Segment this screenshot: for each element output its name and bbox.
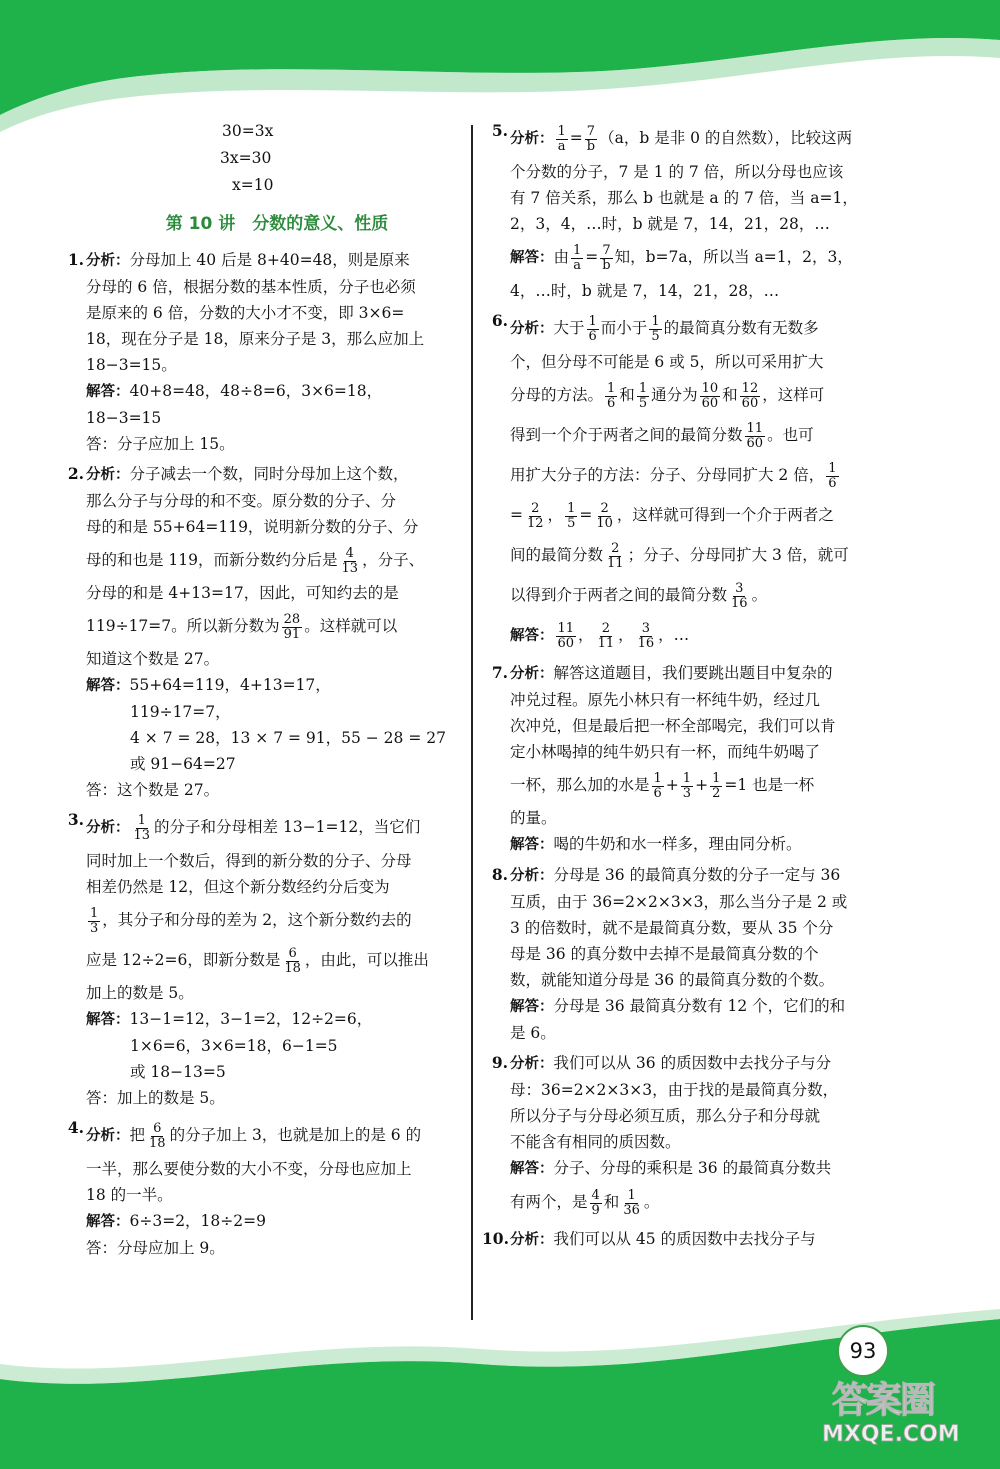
answer-text: 。 bbox=[643, 1193, 660, 1211]
problem-1 bbox=[58, 247, 466, 457]
analysis-text: 一杯，那么加的水是 bbox=[510, 776, 650, 794]
problem-4 bbox=[58, 1115, 466, 1261]
fraction: $\frac{1}{a}$ bbox=[573, 242, 582, 273]
analysis-text: 冲兑过程。原先小林只有一杯纯牛奶，经过几 bbox=[510, 691, 821, 709]
analysis-text: 用扩大分子的方法：分子、分母同扩大 2 倍， bbox=[510, 466, 825, 484]
watermark-logo bbox=[822, 1372, 992, 1462]
analysis-text: 分母的和是 4+13=17，因此，可知约去的是 bbox=[86, 584, 399, 602]
fraction: $\frac{7}{b}$ bbox=[586, 123, 596, 154]
plus-sign: + bbox=[665, 776, 679, 794]
answer-text: 由 bbox=[553, 248, 570, 266]
problem-number: 7. bbox=[491, 663, 508, 682]
analysis-label: 分析： bbox=[510, 1232, 554, 1248]
separator: ，… bbox=[658, 626, 690, 644]
separator: ， bbox=[618, 626, 634, 644]
analysis-text: 个分数的分子，7 是 1 的 7 倍，所以分母也应该 bbox=[510, 163, 844, 181]
final-answer: 答：分子应加上 15。 bbox=[86, 435, 235, 453]
problem-number: 8. bbox=[491, 865, 508, 884]
fraction: $\frac{10}{60}$ bbox=[701, 380, 719, 411]
final-answer: 答：加上的数是 5。 bbox=[86, 1089, 225, 1107]
fraction: $\frac{4}{9}$ bbox=[591, 1187, 600, 1218]
equation-line: 3x=30 bbox=[220, 149, 272, 167]
analysis-text: 。也可 bbox=[767, 426, 814, 444]
analysis-text: 把 bbox=[129, 1126, 146, 1144]
analysis-text: 18，现在分子是 18，原来分子是 3，那么应加上 bbox=[86, 330, 425, 348]
analysis-text: 应是 12÷2=6，即新分数是 bbox=[86, 951, 281, 969]
final-answer: 答：分母应加上 9。 bbox=[86, 1239, 225, 1257]
plus-sign: + bbox=[695, 776, 709, 794]
analysis-text: 18−3=15。 bbox=[86, 356, 177, 374]
analysis-text: 个，但分母不可能是 6 或 5，所以可采用扩大 bbox=[510, 353, 824, 371]
answer-text: 和 bbox=[603, 1193, 620, 1211]
fraction: $\frac{11}{60}$ bbox=[557, 620, 575, 651]
analysis-text: 是原来的 6 倍，分数的大小才不变，即 3×6= bbox=[86, 304, 405, 322]
watermark-text: 答案圈 bbox=[832, 1380, 935, 1421]
analysis-text: 以得到介于两者之间的最简分数 bbox=[510, 586, 728, 604]
fraction: $\frac{1}{36}$ bbox=[623, 1187, 640, 1218]
analysis-text: （a，b 是非 0 的自然数），比较这两 bbox=[599, 129, 853, 147]
answer-label: 解答： bbox=[86, 1012, 130, 1028]
problem-number: 10. bbox=[482, 1229, 509, 1248]
answer-text: 或 18−13=5 bbox=[130, 1063, 226, 1081]
answer-text: 1×6=6，3×6=18，6−1=5 bbox=[130, 1037, 338, 1055]
analysis-text: 母是 36 的真分数中去掉不是最简真分数的个 bbox=[510, 945, 819, 963]
problem-number: 3. bbox=[67, 810, 84, 829]
analysis-text: 119÷17=7。所以新分数为 bbox=[86, 617, 280, 635]
analysis-text: 数，就能知道分母是 36 的最简真分数的个数。 bbox=[510, 971, 835, 989]
problem-number: 9. bbox=[491, 1053, 508, 1072]
analysis-text: 相差仍然是 12，但这个新分数经约分后变为 bbox=[86, 878, 390, 896]
analysis-text: 间的最简分数 bbox=[510, 546, 604, 564]
analysis-text: ，这样就可得到一个介于两者之 bbox=[616, 506, 834, 524]
analysis-text: 互质，由于 36=2×2×3×3，那么当分子是 2 或 bbox=[510, 893, 848, 911]
fraction: $\frac{2}{12}$ bbox=[527, 500, 544, 531]
analysis-label: 分析： bbox=[510, 1056, 554, 1072]
analysis-text: 加上的数是 5。 bbox=[86, 984, 194, 1002]
analysis-text: 分母的 6 倍，根据分数的基本性质，分子也必须 bbox=[86, 278, 416, 296]
fraction: $\frac{28}{91}$ bbox=[283, 611, 301, 642]
analysis-text: 。 bbox=[751, 586, 768, 604]
analysis-text: ；分子、分母同扩大 3 倍，就可 bbox=[627, 546, 849, 564]
answer-text: 55+64=119，4+13=17， bbox=[129, 676, 331, 694]
answer-label: 解答： bbox=[510, 837, 554, 853]
answer-text: 13−1=12，3−1=2，12÷2=6， bbox=[129, 1010, 373, 1028]
fraction: $\frac{7}{b}$ bbox=[602, 242, 611, 273]
problem-9 bbox=[482, 1050, 880, 1222]
analysis-text: 母的和也是 119，而新分数约分后是 bbox=[86, 551, 338, 569]
analysis-text: 。这样就可以 bbox=[304, 617, 398, 635]
analysis-text: ，这样可 bbox=[762, 386, 825, 404]
analysis-label: 分析： bbox=[86, 1128, 130, 1144]
analysis-text: 的最简真分数有无数多 bbox=[663, 319, 819, 337]
final-answer: 答：这个数是 27。 bbox=[86, 781, 220, 799]
problem-number: 4. bbox=[67, 1118, 84, 1137]
analysis-text: ，其分子和分母的差为 2，这个新分数约去的 bbox=[102, 911, 412, 929]
fraction: $\frac{3}{16}$ bbox=[731, 580, 748, 611]
analysis-text: 的分子和分母相差 13−1=12，当它们 bbox=[154, 818, 421, 836]
answer-label: 解答： bbox=[510, 1161, 554, 1177]
equals-sign: = bbox=[569, 129, 583, 147]
fraction: $\frac{1}{5}$ bbox=[651, 313, 660, 344]
answer-label: 解答： bbox=[86, 384, 130, 400]
fraction: $\frac{1}{2}$ bbox=[712, 770, 721, 801]
analysis-text: 得到一个介于两者之间的最简分数 bbox=[510, 426, 743, 444]
fraction: $\frac{4}{13}$ bbox=[341, 545, 359, 576]
analysis-text: 我们可以从 45 的质因数中去找分子与 bbox=[553, 1230, 816, 1248]
fraction: $\frac{1}{5}$ bbox=[567, 500, 576, 531]
answer-label: 解答： bbox=[510, 250, 554, 266]
answer-label: 解答： bbox=[86, 1214, 130, 1230]
analysis-label: 分析： bbox=[510, 666, 554, 682]
fraction: $\frac{2}{10}$ bbox=[596, 500, 613, 531]
problem-6 bbox=[482, 308, 880, 656]
analysis-text: 的量。 bbox=[510, 809, 557, 827]
fraction: $\frac{1}{a}$ bbox=[557, 123, 566, 154]
equation-line: x=10 bbox=[232, 176, 274, 194]
problem-10 bbox=[482, 1226, 880, 1253]
equation-line: 30=3x bbox=[222, 122, 274, 140]
analysis-text: 的分子加上 3，也就是加上的是 6 的 bbox=[169, 1126, 422, 1144]
fraction: $\frac{3}{16}$ bbox=[637, 620, 655, 651]
analysis-text: 同时加上一个数后，得到的新分数的分子、分母 bbox=[86, 852, 412, 870]
analysis-label: 分析： bbox=[86, 253, 130, 269]
fraction: $\frac{2}{11}$ bbox=[607, 540, 624, 571]
answer-text: 知，b=7a，所以当 a=1，2，3， bbox=[614, 248, 853, 266]
answer-text: 6÷3=2，18÷2=9 bbox=[129, 1212, 266, 1230]
analysis-text: 我们可以从 36 的质因数中去找分子与分 bbox=[553, 1054, 832, 1072]
answer-text: 分母是 36 最简真分数有 12 个，它们的和 bbox=[553, 997, 846, 1015]
answer-text: 有两个，是 bbox=[510, 1193, 588, 1211]
fraction: $\frac{1}{6}$ bbox=[588, 313, 597, 344]
answer-text: 4，…时，b 就是 7，14，21，28，… bbox=[510, 282, 780, 300]
analysis-text: 而小于 bbox=[600, 319, 648, 337]
fraction: $\frac{1}{3}$ bbox=[682, 770, 692, 801]
answer-text: 喝的牛奶和水一样多，理由同分析。 bbox=[553, 835, 802, 853]
answer-label: 解答： bbox=[510, 628, 554, 644]
problem-8 bbox=[482, 862, 880, 1046]
analysis-text: 次冲兑，但是最后把一杯全部喝完，我们可以肯 bbox=[510, 717, 836, 735]
separator: ， bbox=[578, 626, 594, 644]
analysis-text: 大于 bbox=[553, 319, 585, 337]
analysis-text: = bbox=[579, 506, 593, 524]
fraction: $\frac{2}{11}$ bbox=[597, 620, 615, 651]
analysis-text: 解答这道题目，我们要跳出题目中复杂的 bbox=[553, 664, 833, 682]
fraction: $\frac{1}{6}$ bbox=[653, 770, 662, 801]
answer-text: 4 × 7 = 28，13 × 7 = 91，55 − 28 = 27 bbox=[130, 729, 446, 747]
right-column bbox=[482, 118, 880, 1257]
fraction: $\frac{1}{3}$ bbox=[90, 905, 99, 936]
analysis-text: 分母是 36 的最简真分数的分子一定与 36 bbox=[553, 866, 841, 884]
analysis-text: 分母的方法。 bbox=[510, 386, 604, 404]
fraction: $\frac{11}{60}$ bbox=[746, 420, 764, 451]
analysis-label: 分析： bbox=[86, 820, 130, 836]
fraction: $\frac{12}{60}$ bbox=[741, 380, 759, 411]
fraction: $\frac{1}{5}$ bbox=[638, 380, 648, 411]
fraction: $\frac{1}{6}$ bbox=[828, 460, 837, 491]
fraction: $\frac{6}{18}$ bbox=[284, 945, 301, 976]
problem-number: 1. bbox=[67, 250, 84, 269]
analysis-text: ， bbox=[547, 506, 564, 524]
fraction: $\frac{1}{6}$ bbox=[607, 380, 616, 411]
analysis-label: 分析： bbox=[510, 131, 554, 147]
analysis-text: ，由此，可以推出 bbox=[304, 951, 429, 969]
analysis-text: 通分为 bbox=[651, 386, 698, 404]
analysis-text: 3 的倍数时，就不是最简真分数，要从 35 个分 bbox=[510, 919, 834, 937]
analysis-text: 和 bbox=[619, 386, 635, 404]
answer-text: 或 91−64=27 bbox=[130, 755, 236, 773]
problem-2 bbox=[58, 461, 466, 803]
fraction: $\frac{1}{13}$ bbox=[133, 812, 151, 843]
answer-label: 解答： bbox=[86, 678, 130, 694]
column-divider bbox=[471, 125, 473, 1320]
problem-number: 2. bbox=[67, 464, 84, 483]
problem-number: 5. bbox=[491, 121, 508, 140]
analysis-text: 母：36=2×2×3×3，由于找的是最简真分数， bbox=[510, 1081, 839, 1099]
analysis-text: 分子减去一个数，同时分母加上这个数， bbox=[129, 465, 409, 483]
analysis-text: ，分子、 bbox=[362, 551, 425, 569]
analysis-text: 那么分子与分母的和不变。原分数的分子、分 bbox=[86, 492, 397, 510]
watermark-url: MXQE.COM bbox=[822, 1422, 960, 1447]
analysis-text: 定小林喝掉的纯牛奶只有一杯，而纯牛奶喝了 bbox=[510, 743, 821, 761]
analysis-text: 和 bbox=[722, 386, 738, 404]
analysis-text: 分母加上 40 后是 8+40=48，则是原来 bbox=[129, 251, 410, 269]
equals-sign: = bbox=[585, 248, 599, 266]
analysis-label: 分析： bbox=[86, 467, 130, 483]
problem-3 bbox=[58, 807, 466, 1111]
answer-text: 18−3=15 bbox=[86, 409, 162, 427]
answer-text: 分子、分母的乘积是 36 的最简真分数共 bbox=[553, 1159, 832, 1177]
fraction: $\frac{6}{18}$ bbox=[149, 1120, 166, 1151]
analysis-text: 所以分子与分母必须互质，那么分子和分母就 bbox=[510, 1107, 821, 1125]
answer-text: 119÷17=7， bbox=[130, 703, 231, 721]
analysis-text: 一半，那么要使分数的大小不变，分母也应加上 bbox=[86, 1160, 412, 1178]
analysis-label: 分析： bbox=[510, 868, 554, 884]
problem-number: 6. bbox=[491, 311, 508, 330]
left-column bbox=[58, 118, 466, 1265]
analysis-text: 知道这个数是 27。 bbox=[86, 650, 220, 668]
analysis-text: 有 7 倍关系，那么 b 也就是 a 的 7 倍，当 a=1， bbox=[510, 189, 858, 207]
analysis-text: =1 也是一杯 bbox=[724, 776, 815, 794]
analysis-label: 分析： bbox=[510, 321, 554, 337]
problem-7 bbox=[482, 660, 880, 858]
analysis-text: = bbox=[510, 506, 523, 524]
analysis-text: 2，3，4，…时，b 就是 7，14，21，28，… bbox=[510, 215, 830, 233]
answer-text: 40+8=48，48÷8=6，3×6=18， bbox=[129, 382, 383, 400]
answer-text: 是 6。 bbox=[510, 1024, 556, 1042]
answer-label: 解答： bbox=[510, 999, 554, 1015]
section-title: 第 10 讲 分数的意义、性质 bbox=[165, 214, 389, 234]
analysis-text: 不能含有相同的质因数。 bbox=[510, 1133, 681, 1151]
problem-5 bbox=[482, 118, 880, 304]
analysis-text: 18 的一半。 bbox=[86, 1186, 173, 1204]
page-number: 93 bbox=[837, 1325, 889, 1377]
analysis-text: 母的和是 55+64=119，说明新分数的分子、分 bbox=[86, 518, 419, 536]
